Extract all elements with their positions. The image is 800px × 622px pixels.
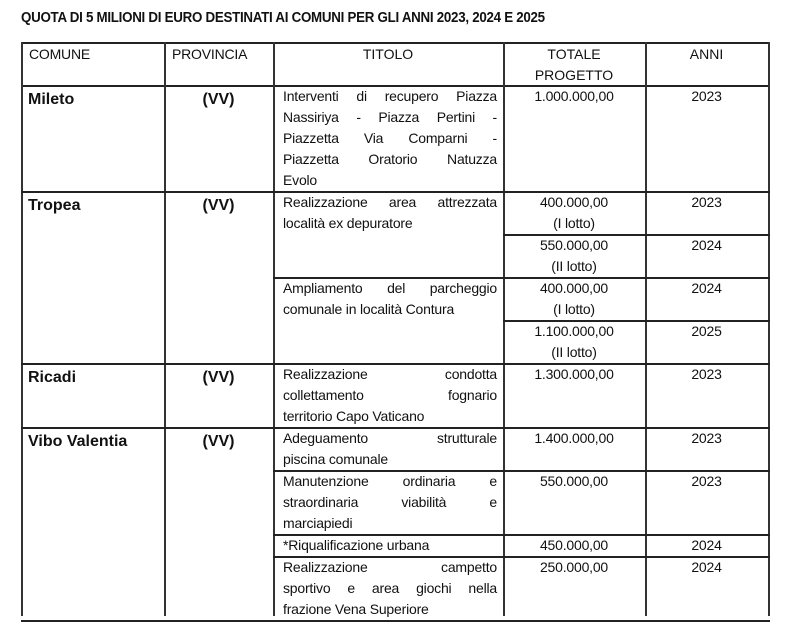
totale-progetto — [503, 235, 645, 277]
comune-name: Tropea — [28, 197, 81, 214]
totale-progetto — [503, 321, 645, 363]
totale-amount: 550.000,00 — [539, 473, 609, 489]
totale-amount: 1.300.000,00 — [534, 366, 614, 382]
header-comune: COMUNE — [29, 46, 91, 62]
project-title — [275, 557, 503, 620]
project-title-line: Manutenzione ordinaria e — [283, 473, 497, 489]
project-title-line: collettamento fognario — [283, 387, 497, 403]
project-title — [275, 192, 503, 234]
project-title — [275, 86, 503, 191]
totale-amount: 1.100.000,00 — [534, 323, 614, 339]
project-title — [275, 278, 503, 320]
totale-amount: 400.000,00 — [539, 280, 609, 296]
project-title — [275, 428, 503, 470]
provincia-code: (VV) — [202, 91, 235, 108]
project-title-line: Evolo — [283, 172, 318, 188]
project-title-line: *Riqualificazione urbana — [283, 537, 430, 553]
totale-amount: 250.000,00 — [539, 559, 609, 575]
totale-progetto — [503, 364, 645, 385]
provincia-code: (VV) — [202, 369, 235, 386]
anno: 2024 — [691, 537, 722, 553]
anno: 2023 — [691, 430, 722, 446]
anno: 2024 — [691, 559, 722, 575]
column-divider — [768, 42, 770, 616]
project-title-line: piscina comunale — [283, 451, 388, 467]
project-title-line: Adeguamento strutturale — [283, 430, 497, 446]
row-divider — [21, 42, 770, 44]
project-title-line: località ex depuratore — [283, 215, 413, 231]
totale-amount: 1.000.000,00 — [534, 88, 614, 104]
anno: 2025 — [691, 323, 722, 339]
totale-progetto — [503, 471, 645, 492]
comune-name: Ricadi — [28, 369, 77, 386]
lotto-label: (II lotto) — [551, 344, 597, 360]
project-title — [275, 364, 503, 427]
provincia-code: (VV) — [202, 197, 235, 214]
anno: 2024 — [691, 237, 722, 253]
project-title-line: comunale in località Contura — [283, 301, 455, 317]
totale-amount: 400.000,00 — [539, 194, 609, 210]
totale-amount: 450.000,00 — [539, 537, 609, 553]
lotto-label: (I lotto) — [553, 301, 595, 317]
anno: 2023 — [691, 473, 722, 489]
header-anni: ANNI — [689, 46, 724, 62]
document-title: QUOTA DI 5 MILIONI DI EURO DESTINATI AI COMUNI PER GLI ANNI 2023, 2024 E 2025 — [21, 10, 545, 26]
provincia-code: (VV) — [202, 433, 235, 450]
project-title-line: Piazzetta Oratorio Natuzza — [283, 151, 497, 167]
project-title — [275, 471, 503, 534]
totale-progetto — [503, 557, 645, 578]
funding-table — [21, 42, 768, 617]
header-totale-line1: TOTALE — [547, 46, 601, 62]
totale-amount: 550.000,00 — [539, 237, 609, 253]
project-title-line: marciapiedi — [283, 515, 353, 531]
totale-amount: 1.400.000,00 — [534, 430, 614, 446]
anno: 2023 — [691, 88, 722, 104]
project-title — [275, 535, 503, 556]
comune-name: Mileto — [28, 91, 75, 108]
lotto-label: (II lotto) — [551, 258, 597, 274]
totale-progetto — [503, 86, 645, 107]
column-divider — [21, 42, 23, 616]
project-title-line: sportivo e area giochi nella — [283, 580, 497, 596]
project-title-line: Realizzazione condotta — [283, 366, 497, 382]
totale-progetto — [503, 428, 645, 449]
project-title-line: straordinaria viabilità e — [283, 494, 497, 510]
project-title-line: Realizzazione campetto — [283, 559, 497, 575]
project-title-line: Nassiriya - Piazza Pertini - — [283, 109, 497, 125]
project-title-line: Ampliamento del parcheggio — [283, 280, 497, 296]
anno: 2024 — [691, 280, 722, 296]
totale-progetto — [503, 535, 645, 556]
project-title-line: Piazzetta Via Comparni - — [283, 130, 497, 146]
totale-progetto — [503, 278, 645, 320]
row-divider — [21, 620, 770, 622]
anno: 2023 — [691, 194, 722, 210]
anno: 2023 — [691, 366, 722, 382]
project-title-line: frazione Vena Superiore — [283, 601, 429, 617]
header-totale-progetto — [503, 44, 645, 86]
header-titolo: TITOLO — [362, 46, 414, 62]
header-totale-line2: PROGETTO — [534, 67, 614, 83]
project-title-line: Realizzazione area attrezzata — [283, 194, 497, 210]
project-title-line: Interventi di recupero Piazza — [283, 88, 497, 104]
project-title-line: territorio Capo Vaticano — [283, 408, 425, 424]
header-provincia: PROVINCIA — [172, 46, 248, 62]
lotto-label: (I lotto) — [553, 215, 595, 231]
comune-name: Vibo Valentia — [28, 433, 128, 450]
totale-progetto — [503, 192, 645, 234]
column-divider — [164, 42, 166, 616]
